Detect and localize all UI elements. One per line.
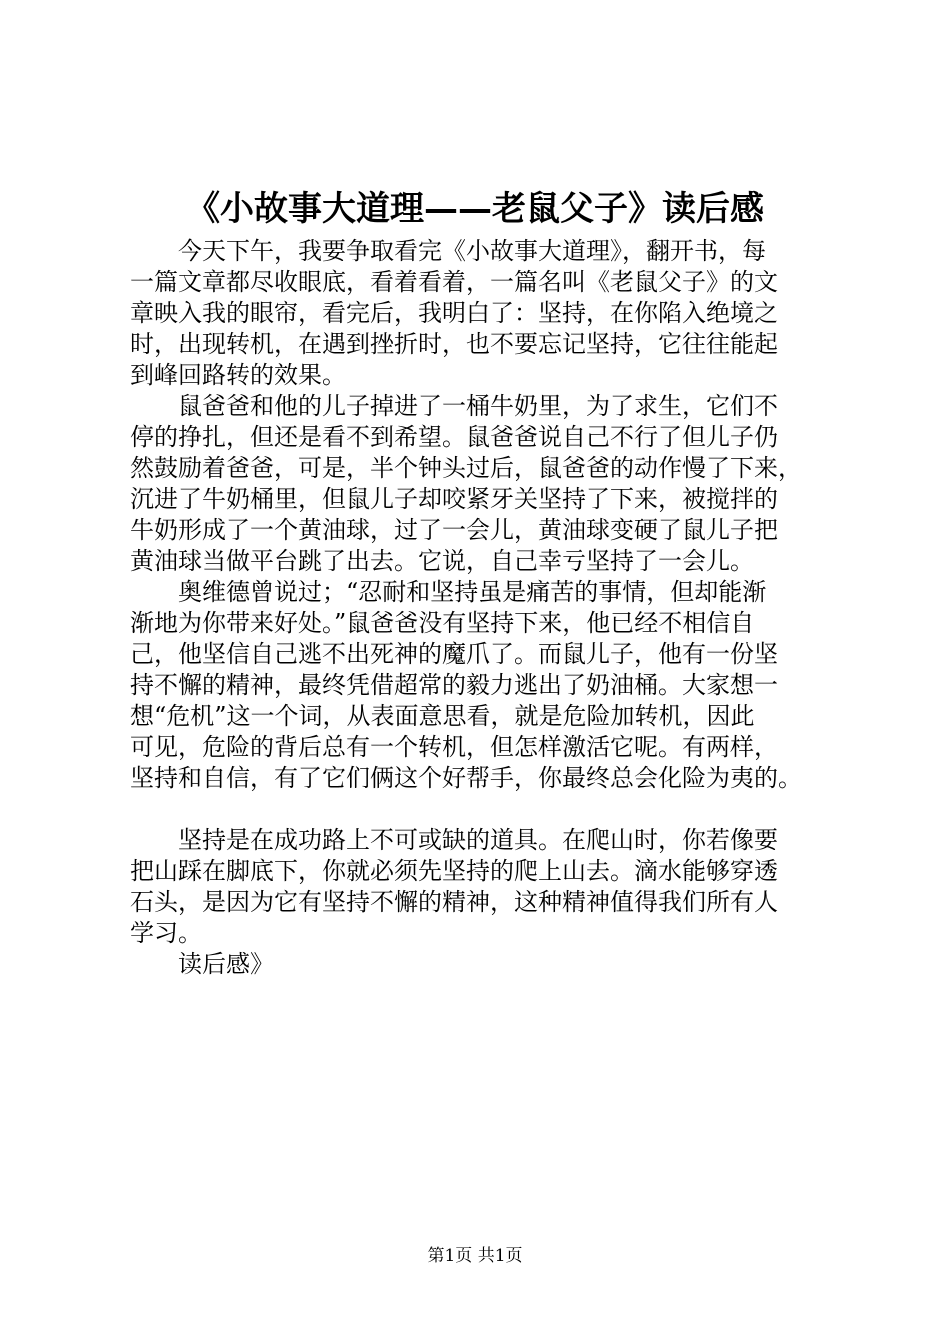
text-line: 持不懈的精神，最终凭借超常的毅力逃出了奶油桶。大家想一 [130, 671, 778, 699]
text-line: 一篇文章都尽收眼底，看着看着，一篇名叫《老鼠父子》的文 [130, 268, 778, 296]
text-line: 沉进了牛奶桶里，但鼠儿子却咬紧牙关坚持了下来，被搅拌的 [130, 485, 778, 513]
text-line: 想“危机”这一个词，从表面意思看，就是危险加转机，因此 [130, 702, 755, 730]
text-line: 己，他坚信自己逃不出死神的魔爪了。而鼠儿子，他有一份坚 [130, 640, 778, 668]
text-line: 石头，是因为它有坚持不懈的精神，这种精神值得我们所有人 [130, 888, 778, 916]
text-line: 学习。 [130, 919, 202, 947]
text-line: 牛奶形成了一个黄油球，过了一会儿，黄油球变硬了鼠儿子把 [130, 516, 778, 544]
text-line: 到峰回路转的效果。 [130, 361, 346, 389]
text-line: 坚持和自信，有了它们俩这个好帮手，你最终总会化险为夷的。 [130, 764, 802, 792]
page-footer: 第1页 共1页 [427, 1246, 523, 1266]
text-line: 鼠爸爸和他的儿子掉进了一桶牛奶里，为了求生，它们不 [130, 392, 778, 420]
text-line: 奥维德曾说过；“忍耐和坚持虽是痛苦的事情，但却能渐 [130, 578, 767, 606]
document-title: 《小故事大道理——老鼠父子》读后感 [186, 189, 764, 229]
text-line: 时，出现转机，在遇到挫折时，也不要忘记坚持，它往往能起 [130, 330, 778, 358]
text-line: 渐地为你带来好处。”鼠爸爸没有坚持下来，他已经不相信自 [130, 609, 755, 637]
document-body [130, 236, 830, 980]
text-line: 把山踩在脚底下，你就必须先坚持的爬上山去。滴水能够穿透 [130, 857, 778, 885]
text-line: 停的挣扎，但还是看不到希望。鼠爸爸说自己不行了但儿子仍 [130, 423, 778, 451]
text-line: 黄油球当做平台跳了出去。它说，自己幸亏坚持了一会儿。 [130, 547, 754, 575]
text-line: 章映入我的眼帘，看完后，我明白了：坚持，在你陷入绝境之 [130, 299, 778, 327]
text-line: 然鼓励着爸爸，可是，半个钟头过后，鼠爸爸的动作慢了下来， [130, 454, 802, 482]
text-line: 读后感》 [130, 950, 274, 978]
text-line: 今天下午，我要争取看完《小故事大道理》，翻开书，每 [130, 237, 766, 265]
text-line: 坚持是在成功路上不可或缺的道具。在爬山时，你若像要 [130, 826, 778, 854]
text-line: 可见，危险的背后总有一个转机，但怎样激活它呢。有两样， [130, 733, 778, 761]
text-line [130, 794, 830, 825]
